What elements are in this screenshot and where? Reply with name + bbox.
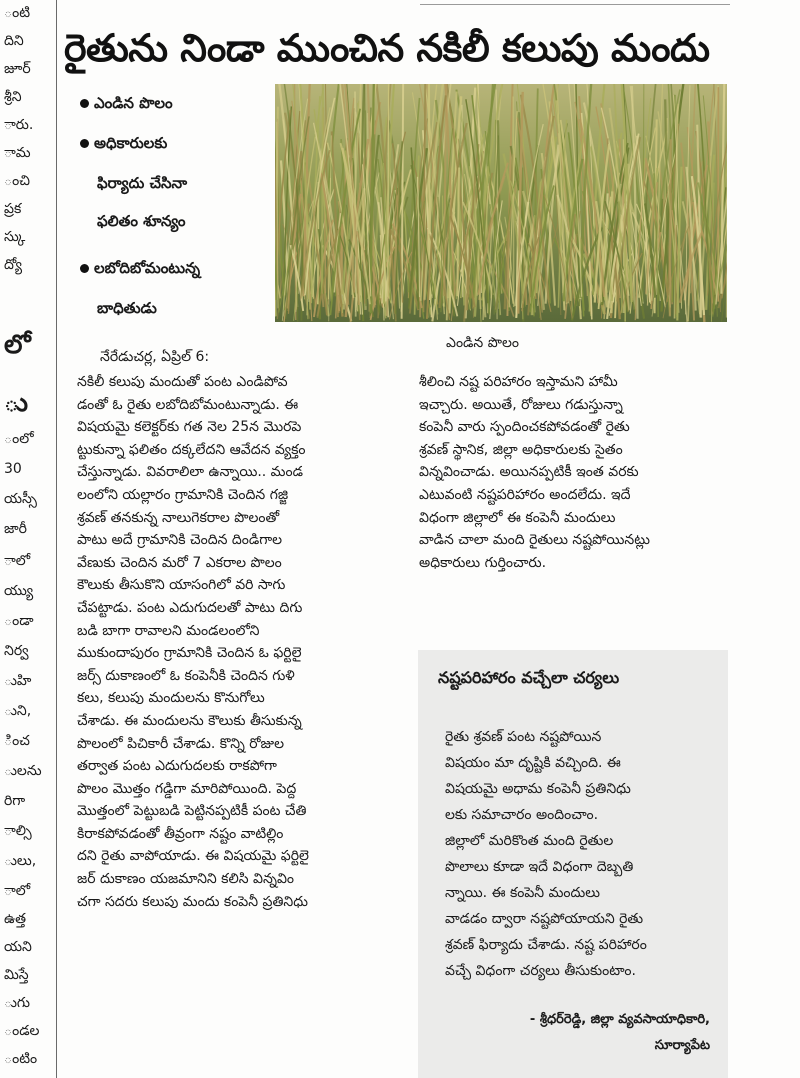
adjacent-heading-fragment: ు bbox=[4, 388, 29, 418]
text-line: శ్రవణ్ స్థానిక, జిల్లా అధికారులకు సైతం bbox=[419, 441, 623, 458]
bullet-text: బాధితుడు bbox=[97, 299, 157, 317]
adjacent-text-line: రిగా bbox=[4, 793, 26, 809]
article-photo bbox=[275, 84, 727, 322]
adjacent-text-line: 30 bbox=[4, 461, 22, 477]
text-line: జర్స్ దుకాణంలో ఓ కంపెనీకి చెందిన గుళి bbox=[77, 667, 295, 684]
adjacent-text-line: జూర్ bbox=[4, 61, 31, 77]
bullet-text: ఎండిన పొలం bbox=[94, 94, 173, 112]
text-line: కౌలుకు తీసుకొని యాసంగిలో వరి సాగు bbox=[77, 577, 286, 594]
bullet-text: ఫిర్యాదు చేసినా bbox=[97, 174, 188, 192]
text-line: ముకుందాపురం గ్రామానికి చెందిన ఓ ఫర్టిలై bbox=[77, 645, 302, 662]
adjacent-text-line: ామ bbox=[4, 145, 31, 161]
adjacent-text-line: ుని, bbox=[4, 703, 32, 719]
highlight-bullet bbox=[97, 297, 157, 319]
adjacent-text-line: ాలో bbox=[4, 883, 31, 899]
text-line: బడి బాగా రావాలని మండలంలోని bbox=[77, 622, 260, 639]
text-line: ట్టుకున్నా ఫలితం దక్కలేదని ఆవేదన వ్యక్తం bbox=[77, 441, 306, 458]
box-signature-place: సూర్యాపేట bbox=[654, 1038, 710, 1053]
text-line: చగా సదరు కలుపు మందు కంపెనీ ప్రతినిధు bbox=[77, 893, 308, 910]
adjacent-text-line: ంచి bbox=[4, 173, 30, 189]
text-line: విధంగా జిల్లాలో ఈ కంపెనీ మందులు bbox=[419, 509, 616, 526]
text-line: జర్ దుకాణం యజమానిని కలిసి విన్నవిం bbox=[77, 871, 295, 888]
text-line: వచ్చే విధంగా చర్యలు తీసుకుంటాం. bbox=[445, 963, 636, 979]
text-line: విన్నవించాడు. అయినప్పటికీ ఇంత వరకు bbox=[419, 464, 639, 481]
top-divider-mark bbox=[160, 0, 190, 3]
article-column-2 bbox=[419, 371, 739, 574]
adjacent-text-line: జారీ bbox=[4, 521, 27, 537]
article-headline: రైతును నిండా ముంచిన నకిలీ కలుపు మందు bbox=[64, 26, 710, 70]
bullet-text: అధికారులకు bbox=[94, 134, 168, 152]
bullet-text: లబోదిబోమంటున్న bbox=[94, 259, 201, 277]
dried-field-photo bbox=[275, 84, 727, 322]
text-line: మొత్తంలో పెట్టుబడి పెట్టినప్పటికీ పంట చేతి bbox=[77, 803, 307, 820]
text-line: నకిలీ కలుపు మందుతో పంట ఎండిపోవ bbox=[77, 374, 288, 390]
photo-caption: ఎండిన పొలం bbox=[446, 335, 519, 351]
text-line: చేస్తున్నాడు. వివరాలిలా ఉన్నాయి.. మండ bbox=[77, 464, 303, 481]
highlight-bullet bbox=[97, 210, 185, 232]
adjacent-text-line: స్కు bbox=[4, 229, 26, 245]
adjacent-text-line: యస్సీ bbox=[4, 491, 37, 507]
adjacent-text-line: ంటి bbox=[4, 5, 30, 21]
bullet-dot-icon bbox=[80, 99, 89, 108]
adjacent-text-line: ులు, bbox=[4, 853, 37, 869]
text-line: ఇచ్చారు. అయితే, రోజులు గడుస్తున్నా bbox=[419, 396, 623, 413]
text-line: పొలాలు కూడా ఇదే విధంగా దెబ్బతి bbox=[445, 859, 634, 875]
adjacent-text-line: య్యు bbox=[4, 583, 34, 599]
adjacent-text-line: శ్రీని bbox=[4, 89, 22, 105]
dateline: నేరేడుచర్ల, ఏప్రిల్ 6: bbox=[100, 349, 210, 365]
text-line: చేశాడు. ఈ మందులను కౌలుకు తీసుకున్న bbox=[77, 712, 302, 729]
adjacent-text-line: ుగు bbox=[4, 995, 30, 1011]
box-signature: - శ్రీధర్‌రెడ్డి, జిల్లా వ్యవసాయాధికారి, bbox=[529, 1012, 710, 1027]
text-line: తర్వాత పంట ఎదుగుదలకు రాకపోగా bbox=[77, 758, 277, 775]
top-divider bbox=[420, 4, 730, 5]
text-line: ఎటువంటి నష్టపరిహారం అందలేదు. ఇదే bbox=[419, 486, 631, 503]
highlight-bullet bbox=[80, 132, 167, 154]
adjacent-text-line: ద్యో bbox=[4, 257, 22, 273]
column-divider bbox=[56, 0, 57, 1078]
text-line: పొలంలో పిచికారీ చేశాడు. కొన్ని రోజుల bbox=[77, 735, 285, 752]
text-line: పాటు అదే గ్రామానికి చెందిన దిండిగాల bbox=[77, 532, 283, 549]
text-line: అధికారులు గుర్తించారు. bbox=[419, 554, 547, 571]
text-line: విషయం మా దృష్టికి వచ్చింది. ఈ bbox=[445, 755, 621, 771]
adjacent-text-line: ుహి bbox=[4, 673, 32, 689]
adjacent-article-column bbox=[0, 0, 44, 1078]
text-line: వేణుకు చెందిన మరో 7 ఎకరాల పొలం bbox=[77, 554, 282, 571]
bullet-dot-icon bbox=[80, 139, 89, 148]
text-line: శీలించి నష్ట పరిహారం ఇస్తామని హామీ bbox=[419, 374, 618, 390]
adjacent-text-line: ంలో bbox=[4, 431, 34, 447]
text-line: దని రైతు వాపోయాడు. ఈ విషయమై ఫర్టిలై bbox=[77, 848, 309, 865]
adjacent-text-line: ండల bbox=[4, 1023, 40, 1039]
article-column-1 bbox=[77, 371, 397, 913]
adjacent-text-line: నిర్వ bbox=[4, 643, 29, 659]
highlight-bullet bbox=[80, 257, 200, 279]
adjacent-text-line: ప్రక bbox=[4, 201, 22, 217]
text-line: డంతో ఓ రైతు లబోదిబోమంటున్నాడు. ఈ bbox=[77, 396, 299, 413]
bullet-text: ఫలితం శూన్యం bbox=[97, 212, 186, 230]
adjacent-text-line: ారు. bbox=[4, 117, 34, 133]
adjacent-text-line: ాల్సి bbox=[4, 823, 32, 839]
text-line: జిల్లాలో మరికొంత మంది రైతుల bbox=[445, 833, 614, 849]
text-line: కంపెనీ వారు స్పందించకపోవడంతో రైతు bbox=[419, 419, 630, 436]
text-line: చేపట్టాడు. పంట ఎదుగుదలతో పాటు దిగు bbox=[77, 599, 303, 616]
box-title: నష్టపరిహారం వచ్చేలా చర్యలు bbox=[438, 668, 620, 687]
adjacent-text-line: ించ bbox=[4, 733, 30, 749]
text-line: కలు, కలుపు మందులను కొనుగోలు bbox=[77, 690, 265, 707]
box-body bbox=[445, 724, 647, 984]
text-line: విషయమై కలెక్టర్‌కు గత నెల 25న మొరపె bbox=[77, 419, 302, 436]
adjacent-text-line: దిని bbox=[4, 33, 24, 49]
text-line: శ్రవణ్ ఫిర్యాదు చేశాడు. నష్ట పరిహారం bbox=[445, 937, 647, 953]
text-line: లంలోని యల్లారం గ్రామానికి చెందిన గజ్జి bbox=[77, 486, 289, 503]
text-line: లకు సమాచారం అందించాం. bbox=[445, 807, 599, 823]
text-line: వాడడం ద్వారా నష్టపోయాయని రైతు bbox=[445, 911, 644, 927]
official-statement-box bbox=[418, 650, 728, 1078]
adjacent-text-line: యని bbox=[4, 939, 32, 955]
adjacent-text-line: ాలో bbox=[4, 553, 31, 569]
adjacent-text-line: ంటిం bbox=[4, 1051, 38, 1067]
text-line: న్నాయి. ఈ కంపెనీ మందులు bbox=[445, 885, 600, 901]
highlight-bullet bbox=[80, 92, 173, 114]
adjacent-text-line: ఉత్త bbox=[4, 911, 27, 927]
text-line: రైతు శ్రవణ్ పంట నష్టపోయిన bbox=[445, 729, 602, 745]
adjacent-heading-fragment: లో bbox=[4, 330, 31, 360]
adjacent-text-line: మిస్తే bbox=[4, 967, 29, 983]
highlight-bullet bbox=[97, 172, 187, 194]
text-line: శ్రవణ్ తనకున్న నాలుగెకరాల పొలంతో bbox=[77, 509, 280, 526]
adjacent-text-line: ులను bbox=[4, 763, 42, 779]
text-line: వాడిన చాలా మంది రైతులు నష్టపోయినట్లు bbox=[419, 532, 650, 549]
text-line: కిరాకపోవడంతో తీవ్రంగా నష్టం వాటిల్లిం bbox=[77, 825, 284, 842]
adjacent-text-line: ండా bbox=[4, 613, 34, 629]
text-line: విషయమై అధామ కంపెనీ ప్రతినిధు bbox=[445, 781, 631, 797]
text-line: పొలం మొత్తం గడ్డిగా మారిపోయింది. పెద్ద bbox=[77, 780, 297, 797]
bullet-dot-icon bbox=[80, 264, 89, 273]
